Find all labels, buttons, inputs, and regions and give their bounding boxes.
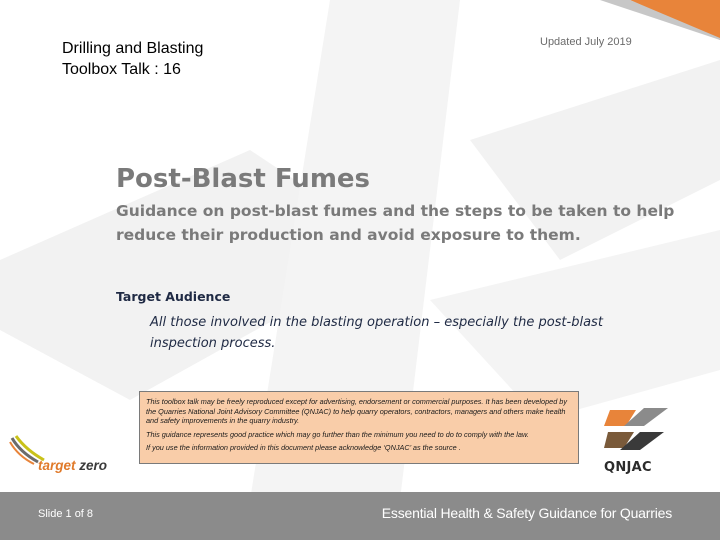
disclaimer-paragraph-2: This guidance represents good practice which may go further than the minimum you need to do to comply with the law. — [146, 429, 529, 439]
disclaimer-box — [139, 391, 579, 464]
target-word: target — [38, 458, 76, 473]
updated-date: Updated July 2019 — [540, 36, 632, 48]
page-title: Post-Blast Fumes — [116, 164, 371, 194]
corner-accent — [600, 0, 720, 40]
target-audience-heading: Target Audience — [116, 289, 231, 304]
disclaimer-paragraph-3: If you use the information provided in this document please acknowledge ‘QNJAC’ as the source . — [146, 443, 461, 453]
page-subtitle: Guidance on post-blast fumes and the steps to be taken to help reduce their production and avoid exposure to them. — [116, 202, 675, 244]
qnjac-logo-icon — [604, 404, 674, 462]
footer-tagline: Essential Health & Safety Guidance for Quarries — [381, 505, 672, 521]
disclaimer-paragraph-1: This toolbox talk may be freely reproduced except for advertising, endorsement or commercial purposes. It has been developed by the Quarries National Joint Advisory Committee (QNJAC) to help quarry operators, contractors, managers and others make health and safety improvements in the quarry industry. — [146, 397, 568, 426]
target-audience-text: All those involved in the blasting operation – especially the post-blast inspection process. — [150, 315, 603, 351]
target-zero-wordmark — [38, 458, 107, 473]
qnjac-wordmark: QNJAC — [604, 460, 652, 475]
toolbox-title-line1: Drilling and Blasting — [62, 40, 204, 57]
slide-number: Slide 1 of 8 — [38, 508, 94, 520]
toolbox-title — [62, 38, 203, 80]
toolbox-title-line2: Toolbox Talk : 16 — [62, 61, 181, 78]
zero-word: zero — [79, 458, 108, 473]
